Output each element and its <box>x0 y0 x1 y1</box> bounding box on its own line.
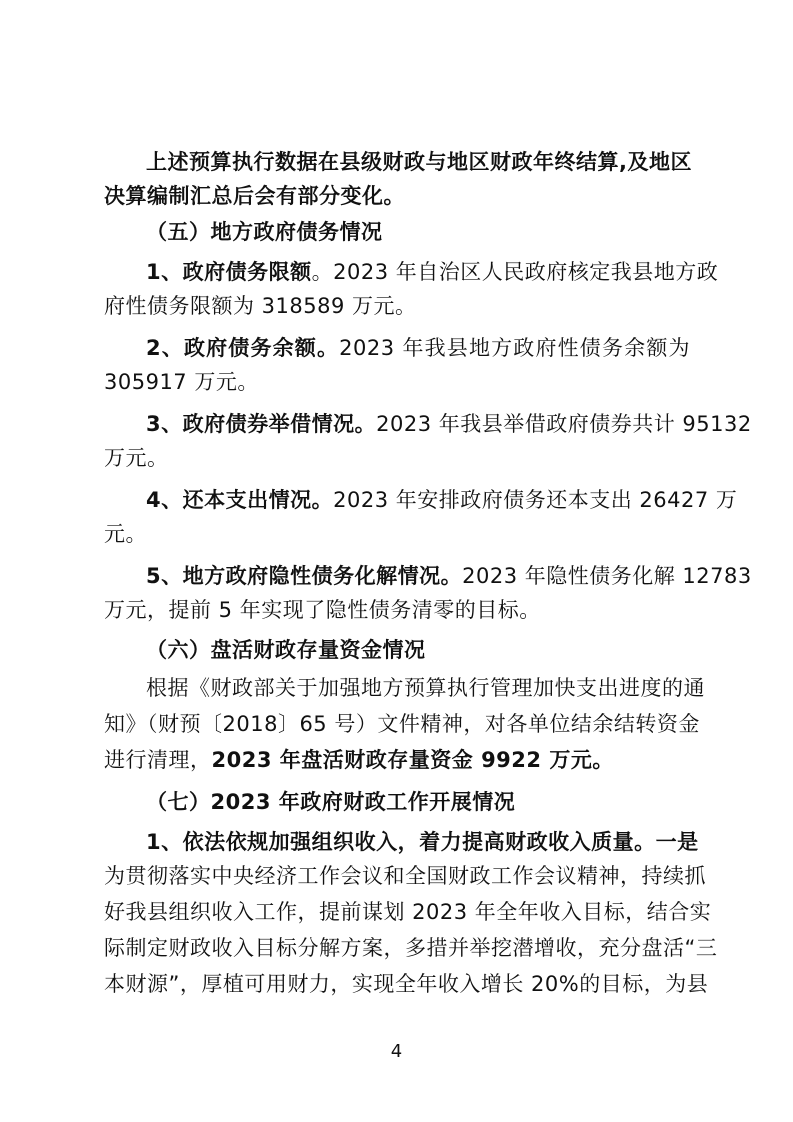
highlight-amount: 2023 年盘活财政存量资金 9922 万元。 <box>211 748 614 772</box>
paragraph-line: 知》（财预〔2018〕65 号）文件精神，对各单位结余结转资金 <box>104 712 700 736</box>
paragraph-line: 好我县组织收入工作，提前谋划 2023 年全年收入目标，结合实 <box>104 900 712 924</box>
paragraph-line: 5、地方政府隐性债务化解情况。2023 年隐性债务化解 12783 <box>146 564 752 588</box>
section-heading-5: （五）地方政府债务情况 <box>146 220 383 244</box>
paragraph-line: 万元。 <box>104 446 169 470</box>
paragraph-line: 根据《财政部关于加强地方预算执行管理加快支出进度的通 <box>146 676 705 700</box>
paragraph-line: 1、政府债务限额。2023 年自治区人民政府核定我县地方政 <box>146 260 719 284</box>
section-heading-7: （七）2023 年政府财政工作开展情况 <box>146 790 516 814</box>
paragraph-line: 为贯彻落实中央经济工作会议和全国财政工作会议精神，持续抓 <box>104 864 706 888</box>
paragraph-line: 本财源”，厚植可用财力，实现全年收入增长 20%的目标，为县 <box>104 972 709 996</box>
page-number: 4 <box>390 1041 403 1062</box>
paragraph-line: 3、政府债券举借情况。2023 年我县举借政府债券共计 95132 <box>146 412 752 436</box>
paragraph-line: 1、依法依规加强组织收入，着力提高财政收入质量。一是 <box>146 830 699 854</box>
paragraph-line: 305917 万元。 <box>104 370 259 394</box>
paragraph-line: 4、还本支出情况。2023 年安排政府债务还本支出 26427 万 <box>146 488 738 512</box>
paragraph-line: 决算编制汇总后会有部分变化。 <box>104 184 405 208</box>
paragraph-line: 进行清理，2023 年盘活财政存量资金 9922 万元。 <box>104 748 614 772</box>
paragraph-line: 府性债务限额为 318589 万元。 <box>104 294 417 318</box>
paragraph-line: 元。 <box>104 522 147 546</box>
paragraph-line: 2、政府债务余额。2023 年我县地方政府性债务余额为 <box>146 336 690 360</box>
paragraph-line: 万元，提前 5 年实现了隐性债务清零的目标。 <box>104 598 541 622</box>
paragraph-line: 上述预算执行数据在县级财政与地区财政年终结算,及地区 <box>146 150 692 174</box>
section-heading-6: （六）盘活财政存量资金情况 <box>146 638 426 662</box>
paragraph-line: 际制定财政收入目标分解方案，多措并举挖潜增收，充分盘活“三 <box>104 936 718 960</box>
